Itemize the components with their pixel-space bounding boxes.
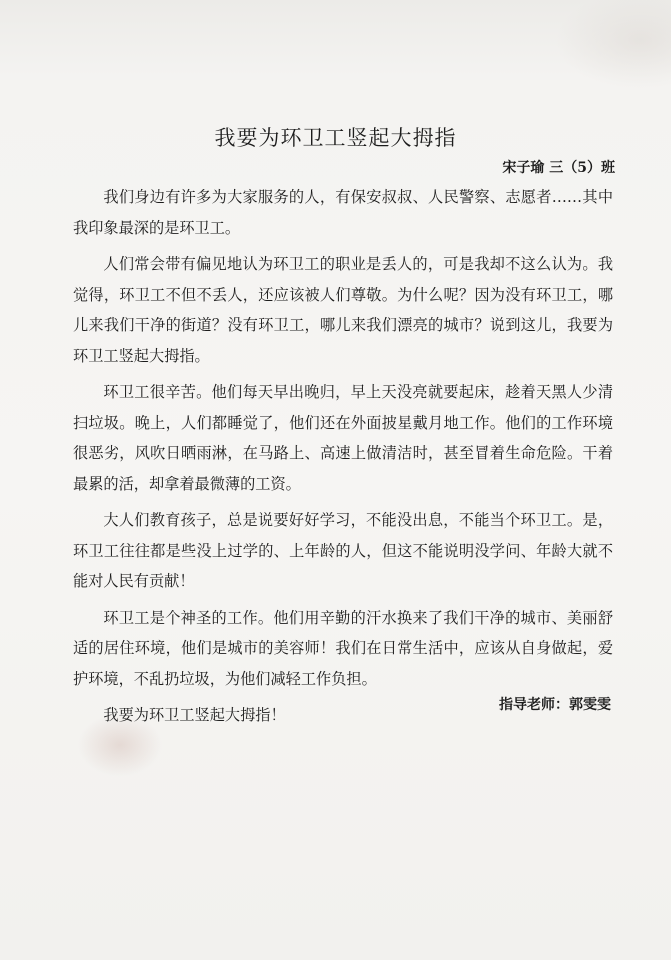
paragraph: 我要为环卫工竖起大拇指！ — [103, 706, 286, 724]
essay-title: 我要为环卫工竖起大拇指 — [214, 126, 457, 150]
paragraph: 我们身边有许多为大家服务的人，有保安叔叔、人民警察、志愿者……其中我印象最深的是环卫工。 — [73, 188, 613, 237]
essay-body — [73, 182, 613, 737]
paragraph: 环卫工很辛苦。他们每天早出晚归，早上天没亮就要起床，趁着天黑人少清扫垃圾。晚上，人们都睡觉了，他们还在外面披星戴月地工作。他们的工作环境很恶劣，风吹日晒雨淋，在马路上、高速上做清洁时，甚至冒着生命危险。干着最累的活，却拿着最微薄的工资。 — [73, 383, 613, 493]
paragraph: 环卫工是个神圣的工作。他们用辛勤的汗水换来了我们干净的城市、美丽舒适的居住环境，他们是城市的美容师！我们在日常生活中，应该从自身做起，爱护环境，不乱扔垃圾，为他们减轻工作负担。 — [73, 608, 613, 688]
paragraph: 人们常会带有偏见地认为环卫工的职业是丢人的，可是我却不这么认为。我觉得，环卫工不但不丢人，还应该被人们尊敬。为什么呢？因为没有环卫工，哪儿来我们干净的街道？没有环卫工，哪儿来我们漂亮的城市？说到这儿，我要为环卫工竖起大拇指。 — [73, 255, 613, 365]
paragraph: 大人们教育孩子，总是说要好好学习，不能没出息，不能当个环卫工。是，环卫工往往都是些没上过学的、上年龄的人，但这不能说明没学问、年龄大就不能对人民有贡献！ — [73, 511, 613, 590]
teacher-line: 指导老师：郭雯雯 — [499, 697, 611, 713]
author-line: 宋子瑜 三（5）班 — [502, 160, 615, 176]
